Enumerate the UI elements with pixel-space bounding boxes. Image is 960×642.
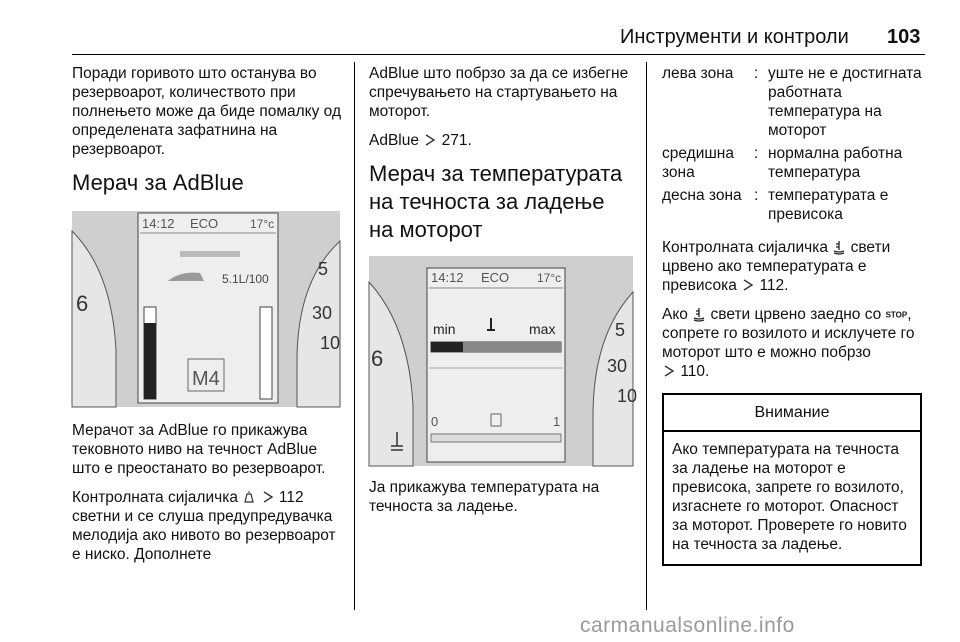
column-1 [72, 64, 344, 574]
header-rule [72, 54, 925, 55]
column-2 [369, 64, 638, 526]
definition-description: температурата е превисока [768, 187, 889, 223]
svg-text:6: 6 [76, 291, 89, 316]
definition-colon: : [754, 65, 759, 82]
cluster-time: 14:12 [142, 216, 175, 231]
svg-text:5: 5 [615, 320, 626, 340]
coolant-cluster-illustration [369, 256, 638, 466]
coolant-cluster-temp: 17°c [537, 271, 562, 285]
cluster-temp: 17°c [250, 217, 275, 231]
coolant-temperature-icon [832, 240, 846, 254]
caption-coolant: Ја прикажува температурата на течноста за ладење. [369, 479, 600, 515]
figure-coolant-cluster [369, 256, 638, 466]
adblue-warning-light-icon [242, 490, 256, 504]
adblue-warning-text-a: Контролната сијаличка [72, 489, 238, 506]
heading-adblue-gauge: Мерач за AdBlue [72, 170, 244, 195]
coolant-min-label: min [433, 321, 456, 337]
column-divider-2 [646, 62, 647, 610]
paragraph-coolant-stop [662, 305, 928, 381]
watermark: carmanualsonline.info [580, 614, 795, 637]
coolant-warning-text-b: свети црвено ако температурата е превисока [662, 239, 891, 294]
paragraph-adblue-ref [369, 131, 635, 150]
svg-text:6: 6 [371, 346, 384, 371]
page-reference-arrow-icon [662, 364, 676, 378]
paragraph-adblue-warning [72, 488, 344, 564]
adblue-warning-text-b: светни и се слуша предупредувачка мелодија ако нивото во резервоарот е ниско. Дополнете [72, 508, 336, 563]
coolant-cluster-mode: ECO [481, 270, 510, 285]
column-divider-1 [354, 62, 355, 610]
page-header-title: Инструменти и контроли [620, 26, 849, 48]
adblue-warning-ref[interactable]: 112 [278, 489, 304, 506]
coolant-temperature-icon [692, 307, 706, 321]
page-reference-arrow-icon [261, 490, 275, 504]
fuel-scale-one: 1 [553, 414, 561, 429]
caption-adblue: Мерачот за AdBlue го прикажува тековното ниво на течност AdBlue што е преостанато во резервоарот. [72, 422, 326, 477]
coolant-stop-ref[interactable]: 110. [680, 363, 710, 381]
heading-coolant-gauge: Мерач за температурата на течноста за ладење на моторот [369, 161, 623, 242]
coolant-stop-text-b: свети црвено заедно со [710, 306, 882, 323]
cluster-consumption: 5.1L/100 [222, 272, 269, 286]
page-reference-arrow-icon [741, 278, 755, 292]
page-reference-arrow-icon [423, 133, 437, 147]
page-number: 103 [887, 26, 921, 48]
definition-term: десна зона [662, 187, 742, 204]
definition-term: средишна зона [662, 145, 734, 181]
zone-definition-list [662, 64, 928, 224]
adblue-cluster-illustration [72, 211, 340, 407]
definition-term: лева зона [662, 65, 734, 82]
coolant-warning-ref[interactable]: 112. [759, 277, 789, 294]
adblue-ref-page[interactable]: 271. [441, 132, 472, 149]
svg-text:30: 30 [607, 356, 628, 376]
figure-adblue-cluster [72, 211, 340, 407]
svg-text:10: 10 [617, 386, 638, 406]
svg-text:30: 30 [312, 303, 333, 323]
coolant-warning-text-a: Контролната сијаличка [662, 239, 828, 256]
coolant-cluster-time: 14:12 [431, 270, 464, 285]
cluster-gear: M4 [192, 368, 220, 390]
definition-row [662, 64, 928, 140]
definition-row [662, 144, 928, 182]
warning-title: Внимание [664, 395, 920, 432]
cluster-mode: ECO [190, 216, 219, 231]
warning-box [662, 393, 922, 566]
definition-description: уште не е достигната работната температура на моторот [768, 65, 922, 139]
paragraph-fuel-tank: Поради горивото што останува во резервоарот, количеството при полнењето може да биде помалку од определената зафатнина на резервоарот. [72, 65, 341, 158]
stop-symbol: STOP [885, 310, 908, 320]
svg-text:5: 5 [318, 259, 329, 279]
adblue-label: AdBlue [369, 132, 419, 149]
column-3 [662, 64, 928, 566]
warning-body: Ако температурата на течноста за ладење на моторот е превисока, запрете го возилото, изгаснете го моторот. Опасност за моторот. Проверете го новито на течноста за ладење. [672, 441, 907, 554]
definition-colon: : [754, 145, 759, 162]
definition-description: нормална работна температура [768, 145, 903, 181]
paragraph-adblue-refill: AdBlue што побрзо за да се избегне спречувањето на стартувањето на моторот. [369, 65, 629, 120]
definition-row [662, 186, 928, 224]
coolant-max-label: max [529, 321, 556, 337]
svg-text:10: 10 [320, 333, 341, 353]
fuel-scale-zero: 0 [431, 414, 439, 429]
paragraph-coolant-warning [662, 238, 928, 295]
coolant-stop-text-a: Ако [662, 306, 688, 323]
definition-colon: : [754, 187, 759, 204]
coolant-stop-text-c: , сопрете го возилото и исклучете го моторот што е можно побрзо [662, 306, 915, 362]
